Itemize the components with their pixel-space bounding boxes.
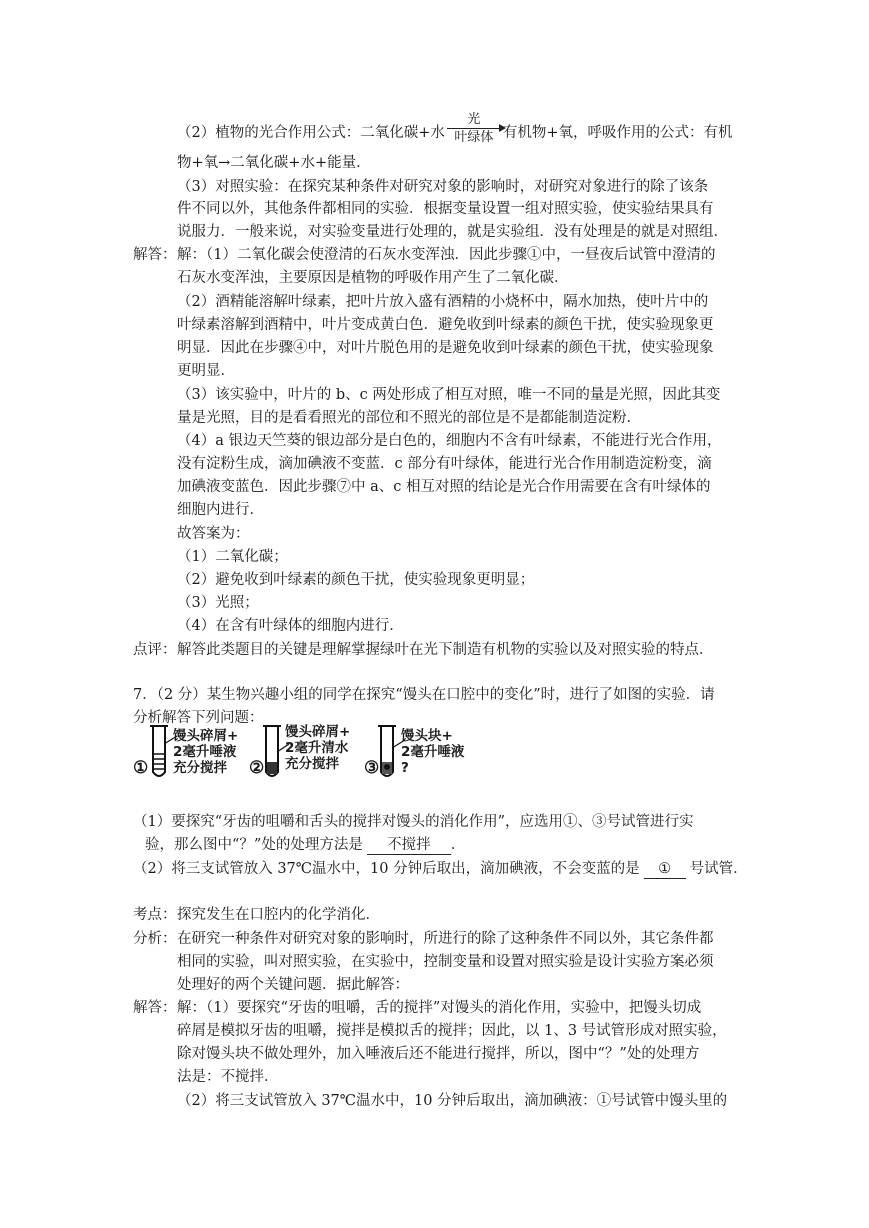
- sub-question-1-end: ．: [450, 837, 466, 853]
- tube-3-number: ③: [364, 758, 380, 778]
- arrow-bar: [447, 128, 501, 129]
- text-line: 故答案为：: [177, 526, 250, 542]
- sub-question-1-cont: [145, 835, 465, 855]
- text-line: 相同的实验，叫对照实验，在实验中，控制变量和设置对照实验是设计实验方案必须: [177, 954, 714, 970]
- key-point-label: 考点：: [133, 907, 177, 923]
- sub-question-1-text: 验，那么图中“？”处的处理方法是: [145, 837, 363, 853]
- text-line: （3）光照；: [177, 595, 259, 611]
- arrow-bottom-label: 叶绿体: [454, 130, 494, 145]
- formula-text-a: （2）植物的光合作用公式：二氧化碳+水: [177, 125, 445, 141]
- text-line: （2）将三支试管放入 37℃温水中，10 分钟后取出，滴加碘液：①号试管中馒头里的: [177, 1093, 728, 1109]
- formula-line: [177, 112, 733, 150]
- sub-question-2-end: 号试管．: [689, 861, 748, 877]
- tube-1-number: ①: [133, 758, 149, 778]
- comment-label: 点评：: [133, 642, 177, 658]
- sub-question-2: [133, 859, 748, 879]
- arrow-top-label: 光: [467, 112, 481, 127]
- analysis-label: 分析：: [133, 931, 177, 947]
- text-line: 解：（1）二氧化碳会使澄清的石灰水变浑浊．因此步骤①中，一昼夜后试管中澄清的: [177, 247, 716, 263]
- answer-label: 解答：: [133, 247, 177, 263]
- sub-question-1: （1）要探究“牙齿的咀嚼和舌头的搅拌对馒头的消化作用”，应选用①、③号试管进行实: [133, 814, 694, 830]
- answer-label: 解答：: [133, 1000, 177, 1016]
- text-line: 解：（1）要探究“牙齿的咀嚼，舌的搅拌”对馒头的消化作用，实验中，把馒头切成: [177, 1000, 702, 1016]
- text-line: 物+氧→二氧化碳+水+能量．: [177, 155, 371, 171]
- tube-2-number: ②: [249, 758, 265, 778]
- text-line: （3）对照实验：在探究某种条件对研究对象的影响时，对研究对象进行的除了该条: [177, 179, 709, 195]
- photosynthesis-arrow: [447, 112, 501, 146]
- text-line: （3）该实验中，叶片的 b、c 两处形成了相互对照，唯一不同的量是光照，因此其变: [177, 387, 721, 403]
- answer-blank-2: ①: [644, 860, 686, 879]
- text-line: 分析解答下列问题：: [133, 710, 264, 726]
- tube-2-label: 馒头碎屑+ 2毫升清水 充分搅拌: [285, 724, 351, 772]
- text-line: 除对馒头块不做处理外，加入唾液后还不能进行搅拌，所以，图中“？”处的处理方: [177, 1046, 700, 1062]
- text-line: 加碘液变蓝色．因此步骤⑦中 a、c 相互对照的结论是光合作用需要在含有叶绿体的: [177, 479, 711, 495]
- text-line: 解答此类题目的关键是理解掌握绿叶在光下制造有机物的实验以及对照实验的特点．: [177, 642, 714, 658]
- test-tube-figure: [133, 722, 465, 784]
- text-line: 碎屑是模拟牙齿的咀嚼，搅拌是模拟舌的搅拌；因此，以 1、3 号试管形成对照实验，: [177, 1023, 727, 1039]
- text-line: （2）酒精能溶解叶绿素，把叶片放入盛有酒精的小烧杯中，隔水加热，使叶片中的: [177, 294, 709, 310]
- text-line: 明显．因此在步骤④中，对叶片脱色用的是避免收到叶绿素的颜色干扰，使实验现象: [177, 340, 714, 356]
- sub-question-2-text: （2）将三支试管放入 37℃温水中，10 分钟后取出，滴加碘液，不会变蓝的是: [133, 861, 640, 877]
- text-line: 石灰水变浑浊，主要原因是植物的呼吸作用产生了二氧化碳．: [177, 270, 569, 286]
- formula-text-b: 有机物+氧，呼吸作用的公式：有机: [502, 125, 733, 141]
- text-line: 更明显．: [177, 363, 235, 379]
- tube-1-label: 馒头碎屑+ 2毫升唾液 充分搅拌: [173, 728, 239, 776]
- text-line: 没有淀粉生成，滴加碘液不变蓝．c 部分有叶绿体，能进行光合作用制造淀粉变，滴: [177, 456, 712, 472]
- text-line: 量是光照，目的是看看照光的部位和不照光的部位是不是都能制造淀粉．: [177, 410, 641, 426]
- question-7-title: 7．（2 分）某生物兴趣小组的同学在探究“馒头在口腔中的变化”时，进行了如图的实验．请: [133, 687, 715, 703]
- answer-blank-1: 不搅拌: [367, 836, 451, 855]
- text-line: 叶绿素溶解到酒精中，叶片变成黄白色．避免收到叶绿素的颜色干扰，使实验现象更: [177, 317, 714, 333]
- text-line: 细胞内进行．: [177, 502, 264, 518]
- text-line: 处理好的两个关键问题．据此解答：: [177, 977, 409, 993]
- text-line: 说服力．一般来说，对实验变量进行处理的，就是实验组．没有处理是的就是对照组．: [177, 224, 728, 240]
- text-line: （2）避免收到叶绿素的颜色干扰，使实验现象更明显；: [177, 572, 535, 588]
- tube-3-label: 馒头块+ 2毫升唾液 ?: [401, 728, 465, 776]
- text-line: 法是：不搅拌．: [177, 1069, 279, 1085]
- text-line: （4）在含有叶绿体的细胞内进行．: [177, 618, 404, 634]
- text-line: 件不同以外，其他条件都相同的实验．根据变量设置一组对照实验，使实验结果具有: [177, 201, 714, 217]
- text-line: 在研究一种条件对研究对象的影响时，所进行的除了这种条件不同以外，其它条件都: [177, 931, 714, 947]
- text-line: （4）a 银边天竺葵的银边部分是白色的，细胞内不含有叶绿素，不能进行光合作用，: [177, 433, 722, 449]
- text-line: （1）二氧化碳；: [177, 549, 288, 565]
- text-line: 探究发生在口腔内的化学消化．: [177, 907, 380, 923]
